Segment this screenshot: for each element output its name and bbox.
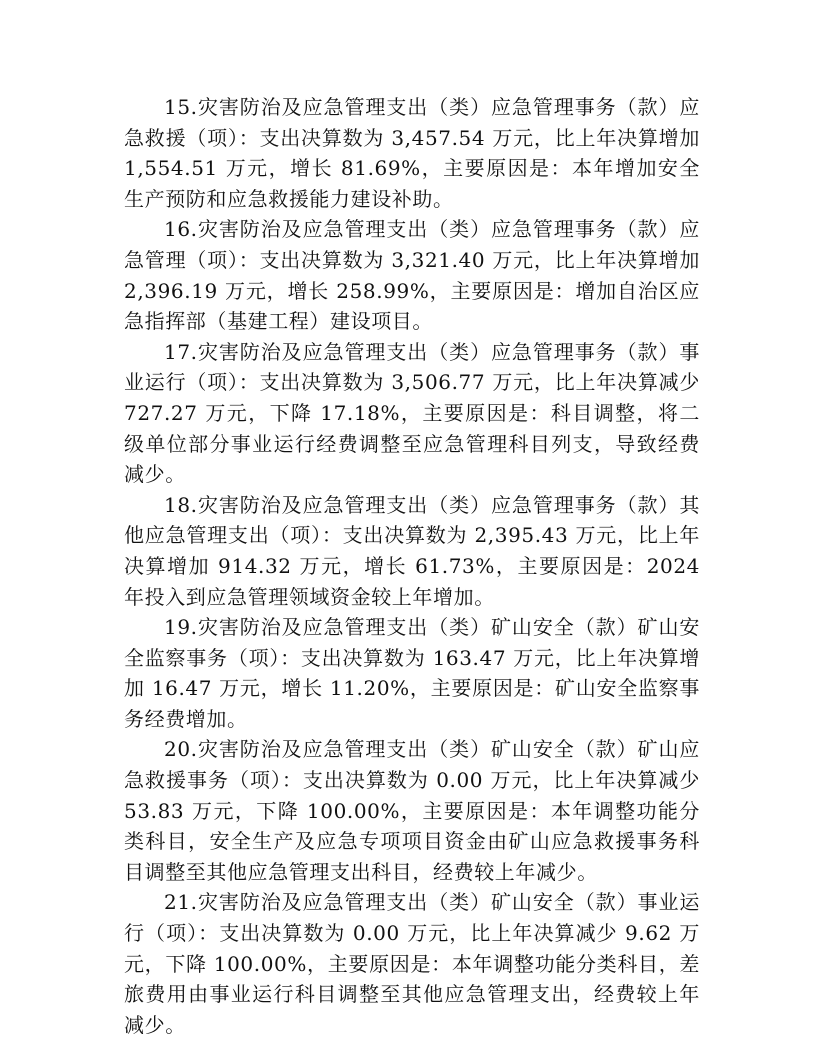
paragraph-item-19: 19.灾害防治及应急管理支出（类）矿山安全（款）矿山安全监察事务（项）：支出决算数为 163.47 万元，比上年决算增加 16.47 万元，增长 11.20%，主要原因是：矿山安全监察事务经费增加。 [124,615,700,731]
document-body [124,92,700,1040]
paragraph-item-17: 17.灾害防治及应急管理支出（类）应急管理事务（款）事业运行（项）：支出决算数为 3,506.77 万元，比上年决算减少 727.27 万元，下降 17.18%，主要原因是：科目调整，将二级单位部分事业运行经费调整至应急管理科目列支，导致经费减少。 [124,339,700,487]
paragraph-item-18: 18.灾害防治及应急管理支出（类）应急管理事务（款）其他应急管理支出（项）：支出决算数为 2,395.43 万元，比上年决算增加 914.32 万元，增长 61.73%，主要原因是：2024 年投入到应急管理领域资金较上年增加。 [124,492,700,609]
paragraph-item-21: 21.灾害防治及应急管理支出（类）矿山安全（款）事业运行（项）：支出决算数为 0.00 万元，比上年决算减少 9.62 万元，下降 100.00%，主要原因是：本年调整功能分类科目，差旅费用由事业运行科目调整至其他应急管理支出，经费较上年减少。 [124,890,700,1037]
paragraph-item-15: 15.灾害防治及应急管理支出（类）应急管理事务（款）应急救援（项）：支出决算数为 3,457.54 万元，比上年决算增加 1,554.51 万元，增长 81.69%，主要原因是：本年增加安全生产预防和应急救援能力建设补助。 [124,95,700,211]
paragraph-item-16: 16.灾害防治及应急管理支出（类）应急管理事务（款）应急管理（项）：支出决算数为 3,321.40 万元，比上年决算增加 2,396.19 万元，增长 258.99%，主要原因是：增加自治区应急指挥部（基建工程）建设项目。 [124,217,700,334]
paragraph-item-20: 20.灾害防治及应急管理支出（类）矿山安全（款）矿山应急救援事务（项）：支出决算数为 0.00 万元，比上年决算减少 53.83 万元，下降 100.00%，主要原因是：本年调整功能分类科目，安全生产及应急专项项目资金由矿山应急救援事务科目调整至其他应急管理支出科目，经费较上年减少。 [124,737,700,884]
